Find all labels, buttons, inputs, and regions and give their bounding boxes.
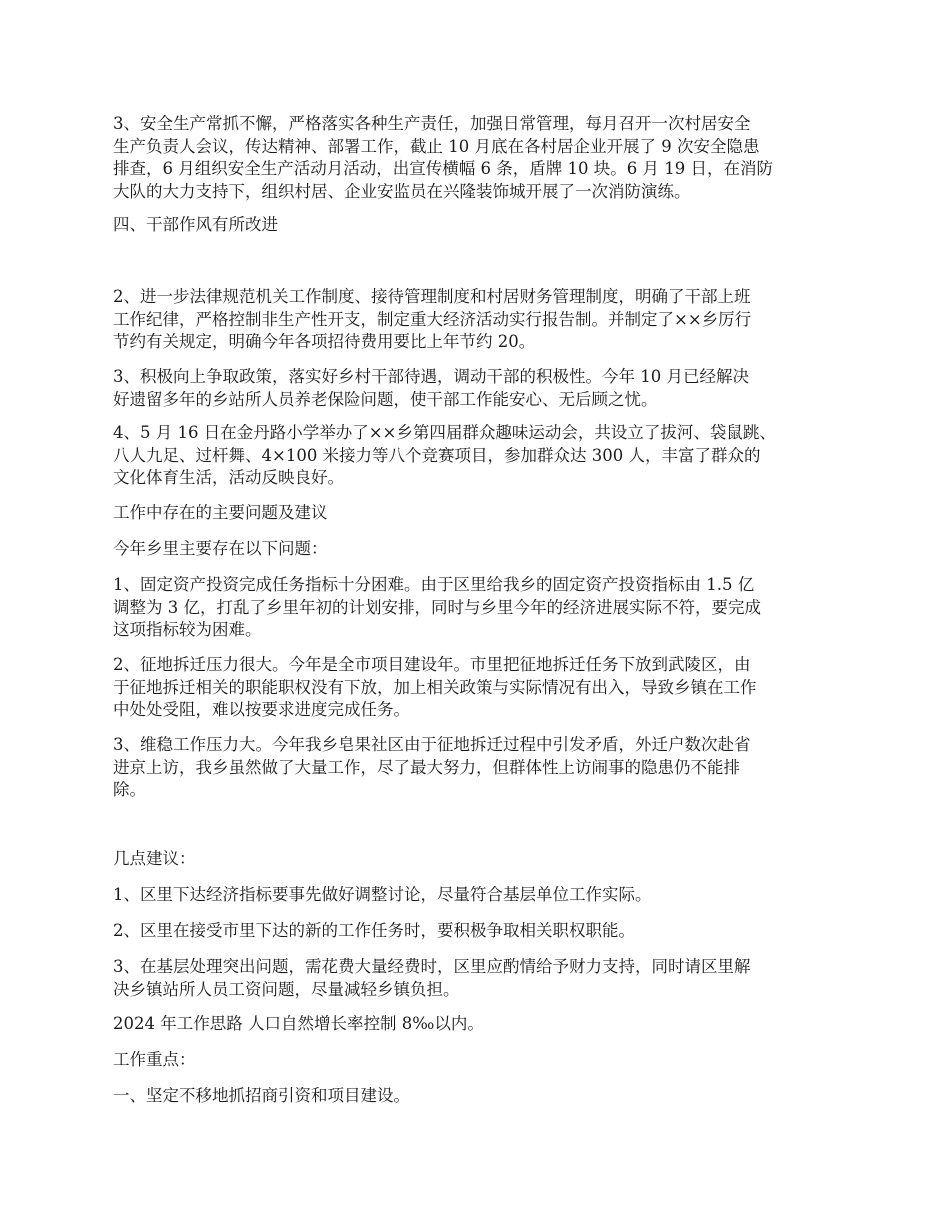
paragraph-focus-investment: 一、坚定不移地抓招商引资和项目建设。: [113, 1086, 410, 1105]
paragraph-regulations: 2、进一步法律规范机关工作制度、接待管理制度和村居财务管理制度，明确了干部上班 工作纪律，严格控制非生产性开支，制定重大经济活动实行报告制。并制定了××乡厉行 节约有关规定，明确今年各项招待费用要比上年节约 20。: [113, 287, 752, 351]
paragraph-policy: 3、积极向上争取政策，落实好乡村干部待遇，调动干部的积极性。今年 10 月已经解决 好遗留多年的乡站所人员养老保险问题，使干部工作能安心、无后顾之忧。: [113, 367, 749, 409]
heading-suggestions: 几点建议：: [113, 849, 196, 868]
paragraph-problem-investment: 1、固定资产投资完成任务指标十分困难。由于区里给我乡的固定资产投资指标由 1.5 亿 调整为 3 亿，打乱了乡里年初的计划安排，同时与乡里今年的经济进展实际不符，要完成 这项指标较为困难。: [113, 575, 761, 639]
paragraph-suggestion-2: 2、区里在接受市里下达的新的工作任务时，要积极争取相关职权职能。: [113, 921, 635, 940]
paragraph-sports-meet: 4、5 月 16 日在金丹路小学举办了××乡第四届群众趣味运动会，共设立了拔河、袋鼠跳、 八人九足、过杆舞、4×100 米接力等八个竞赛项目，参加群众达 300 人，丰富了群众的 文化体育生活，活动反映良好。: [113, 423, 776, 487]
paragraph-2024-plan: 2024 年工作思路 人口自然增长率控制 8‰以内。: [113, 1014, 484, 1033]
paragraph-problems-intro: 今年乡里主要存在以下问题：: [113, 539, 328, 558]
paragraph-safety-production: 3、安全生产常抓不懈，严格落实各种生产责任，加强日常管理，每月召开一次村居安全 生产负责人会议，传达精神、部署工作，截止 10 月底在各村居企业开展了 9 次安全隐患 排查，6 月组织安全生产活动月活动，出宣传横幅 6 条，盾牌 10 块。6 月 19 日，在消防 大队的大力支持下，组织村居、企业安监员在兴隆装饰城开展了一次消防演练。: [113, 114, 773, 201]
paragraph-problem-demolition: 2、征地拆迁压力很大。今年是全市项目建设年。市里把征地拆迁任务下放到武陵区，由 于征地拆迁相关的职能职权没有下放，加上相关政策与实际情况有出入，导致乡镇在工作 中处处受阻，难以按要求进度完成任务。: [113, 655, 757, 719]
paragraph-suggestion-3: 3、在基层处理突出问题，需花费大量经费时，区里应酌情给予财力支持，同时请区里解 决乡镇站所人员工资问题，尽量减轻乡镇负担。: [113, 957, 751, 999]
heading-work-focus: 工作重点：: [113, 1050, 196, 1069]
paragraph-problem-stability: 3、维稳工作压力大。今年我乡皂果社区由于征地拆迁过程中引发矛盾，外迁户数次赴省 进京上访，我乡虽然做了大量工作，尽了最大努力，但群体性上访闹事的隐患仍不能排 除。: [113, 735, 751, 799]
paragraph-suggestion-1: 1、区里下达经济指标要事先做好调整讨论，尽量符合基层单位工作实际。: [113, 885, 652, 904]
heading-cadre-style: 四、干部作风有所改进: [113, 215, 278, 234]
heading-problems: 工作中存在的主要问题及建议: [113, 503, 328, 522]
